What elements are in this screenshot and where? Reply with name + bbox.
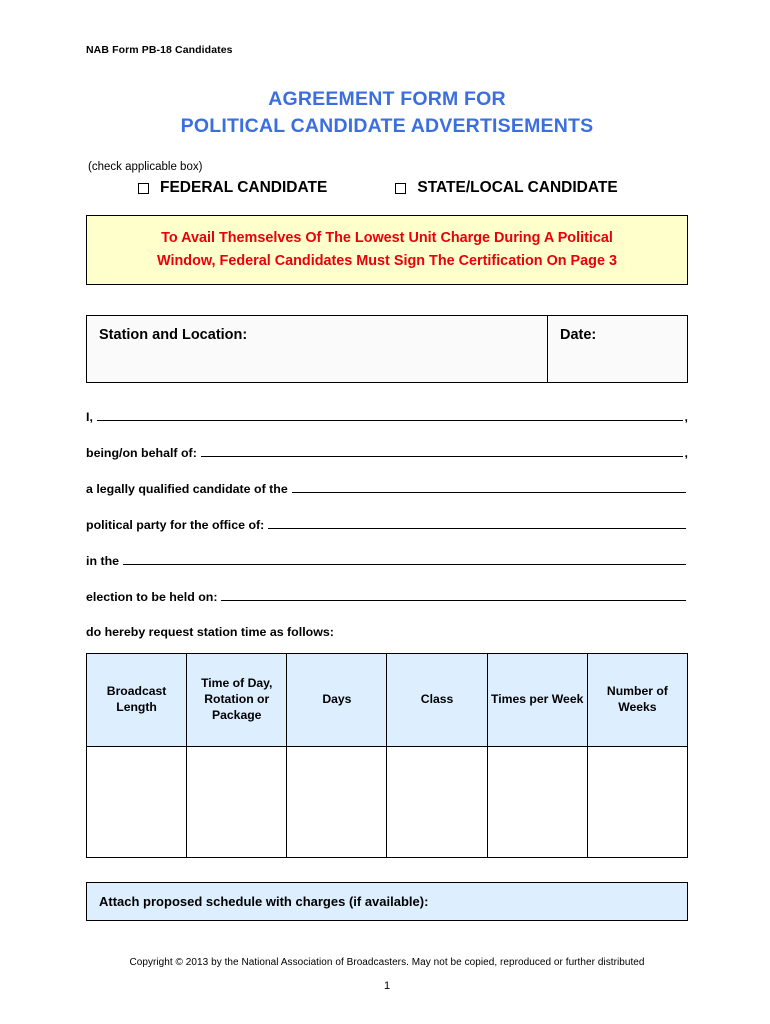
column-number-of-weeks: Number of Weeks	[587, 654, 687, 747]
schedule-table	[86, 653, 688, 858]
fill-line-jurisdiction-label: in the	[86, 554, 120, 569]
option-federal-candidate[interactable]	[138, 179, 327, 197]
fill-line-election-date-label: election to be held on:	[86, 590, 218, 605]
fill-line-office-label: political party for the office of:	[86, 518, 265, 533]
title-line-2: POLITICAL CANDIDATE ADVERTISEMENTS	[180, 114, 594, 137]
option-federal-candidate-label: FEDERAL CANDIDATE	[160, 179, 328, 197]
fill-line-jurisdiction-input[interactable]	[123, 553, 686, 565]
fill-line-party-input[interactable]	[292, 481, 686, 493]
fill-line-name-label: I,	[86, 410, 93, 425]
fill-line-election-date[interactable]	[86, 589, 688, 604]
fill-line-office[interactable]	[86, 517, 688, 532]
fill-line-behalf-label: being/on behalf of:	[86, 446, 197, 461]
checkbox-empty-icon[interactable]	[395, 183, 406, 194]
attach-schedule-note: Attach proposed schedule with charges (if available):	[86, 882, 688, 921]
fill-line-name-input[interactable]	[97, 409, 683, 421]
station-date-box	[86, 315, 688, 383]
notice-line-1: To Avail Themselves Of The Lowest Unit Charge During A Political	[161, 230, 613, 247]
column-class: Class	[387, 654, 487, 747]
table-row	[87, 747, 688, 858]
station-location-label: Station and Location:	[99, 327, 248, 344]
cell-days[interactable]	[287, 747, 387, 858]
lowest-unit-charge-notice	[86, 215, 688, 285]
fill-line-election-date-input[interactable]	[221, 589, 686, 601]
date-field[interactable]	[548, 316, 687, 382]
fill-line-behalf[interactable]	[86, 445, 688, 460]
option-state-local-candidate[interactable]	[395, 179, 617, 197]
fill-line-office-input[interactable]	[268, 517, 686, 529]
fill-line-name-tail: ,	[684, 410, 688, 425]
column-days: Days	[287, 654, 387, 747]
fill-line-name[interactable]	[86, 409, 688, 424]
cell-broadcast-length[interactable]	[87, 747, 187, 858]
copyright-notice: Copyright © 2013 by the National Association of Broadcasters. May not be copied, reproduced or further distributed	[129, 957, 645, 969]
cell-number-of-weeks[interactable]	[587, 747, 687, 858]
column-time-of-day: Time of Day, Rotation or Package	[187, 654, 287, 747]
request-statement: do hereby request station time as follows:	[86, 625, 334, 640]
schedule-header-row	[87, 654, 688, 747]
fill-line-jurisdiction[interactable]	[86, 553, 688, 568]
candidate-type-options	[86, 179, 688, 197]
date-label: Date:	[560, 327, 597, 344]
fill-line-party[interactable]	[86, 481, 688, 496]
check-instruction: (check applicable box)	[88, 161, 203, 174]
cell-class[interactable]	[387, 747, 487, 858]
checkbox-empty-icon[interactable]	[138, 183, 149, 194]
cell-times-per-week[interactable]	[487, 747, 587, 858]
declaration-fill-lines	[86, 409, 688, 604]
notice-line-2: Window, Federal Candidates Must Sign The Certification On Page 3	[157, 252, 617, 269]
fill-line-party-label: a legally qualified candidate of the	[86, 482, 288, 497]
form-identifier: NAB Form PB-18 Candidates	[86, 44, 233, 56]
column-broadcast-length: Broadcast Length	[87, 654, 187, 747]
fill-line-behalf-tail: ,	[684, 446, 688, 461]
fill-line-behalf-input[interactable]	[201, 445, 683, 457]
option-state-local-candidate-label: STATE/LOCAL CANDIDATE	[417, 179, 618, 197]
cell-time-of-day[interactable]	[187, 747, 287, 858]
title-line-1: AGREEMENT FORM FOR	[268, 88, 506, 110]
page-title	[86, 86, 688, 139]
page-number: 1	[383, 980, 391, 993]
station-location-field[interactable]	[87, 316, 548, 382]
column-times-per-week: Times per Week	[487, 654, 587, 747]
